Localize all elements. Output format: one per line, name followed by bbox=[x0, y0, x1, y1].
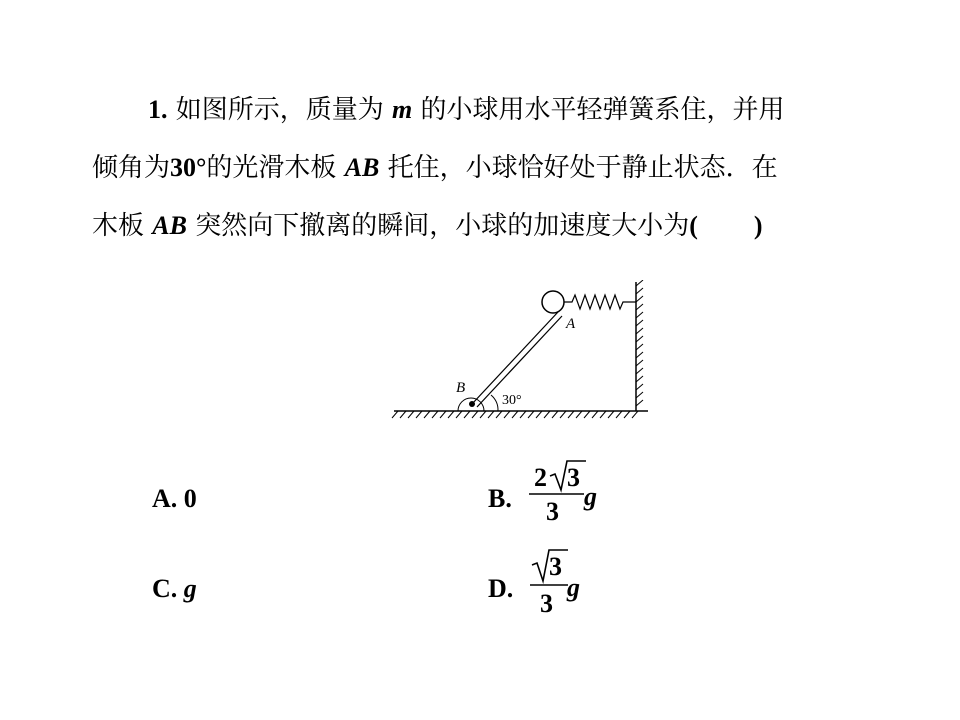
answer-paren-close: ) bbox=[753, 211, 763, 240]
option-a[interactable] bbox=[152, 484, 197, 514]
angle-arc bbox=[491, 395, 498, 411]
ground-hatch-mark bbox=[560, 411, 566, 418]
ground-hatch-mark bbox=[392, 411, 398, 418]
option-b-denominator: 3 bbox=[546, 497, 559, 526]
option-b-g: g bbox=[584, 482, 597, 511]
hinge-b bbox=[469, 401, 475, 407]
wall-hatch-mark bbox=[636, 280, 643, 286]
option-d-fraction bbox=[526, 541, 596, 619]
label-b: B bbox=[456, 380, 466, 396]
answer-paren-open: ( bbox=[689, 211, 698, 240]
wall-hatch-mark bbox=[636, 352, 643, 358]
wall-hatch-mark bbox=[636, 400, 643, 406]
question-text-1a: 如图所示，质量为 bbox=[175, 95, 384, 125]
ground-hatch-mark bbox=[432, 411, 438, 418]
ground-hatch-mark bbox=[496, 411, 502, 418]
option-c-label: C. bbox=[152, 574, 178, 603]
question-line-2 bbox=[92, 153, 778, 183]
option-b-label: B. bbox=[488, 484, 512, 513]
wall-hatch bbox=[636, 280, 643, 406]
option-d-label: D. bbox=[488, 574, 514, 603]
question-text-2b: 的光滑木板 bbox=[206, 153, 337, 183]
ground-hatch-mark bbox=[464, 411, 470, 418]
ground-hatch-mark bbox=[448, 411, 454, 418]
option-c[interactable] bbox=[152, 574, 197, 604]
wall-hatch-mark bbox=[636, 320, 643, 326]
ground-hatch-mark bbox=[400, 411, 406, 418]
ground-hatch-mark bbox=[504, 411, 510, 418]
question-text-1b: 的小球用水平轻弹簧系住，并用 bbox=[420, 95, 785, 125]
option-b-coef: 2 bbox=[534, 463, 547, 492]
wall-hatch-mark bbox=[636, 296, 643, 302]
question-text-3b: 突然向下撤离的瞬间，小球的加速度大小为 bbox=[195, 211, 690, 241]
wall-hatch-mark bbox=[636, 360, 643, 366]
angle-label: 30° bbox=[502, 393, 522, 408]
wall-hatch-mark bbox=[636, 288, 643, 294]
ground-hatch-mark bbox=[584, 411, 590, 418]
ground-hatch-mark bbox=[600, 411, 606, 418]
option-d-radicand: 3 bbox=[549, 552, 562, 581]
wall-hatch-mark bbox=[636, 384, 643, 390]
question-number: 1. bbox=[148, 95, 168, 124]
option-b-label-wrap[interactable] bbox=[488, 484, 512, 514]
ground-hatch bbox=[392, 411, 638, 418]
question-line-1 bbox=[92, 95, 785, 125]
ground-hatch-mark bbox=[416, 411, 422, 418]
wall-hatch-mark bbox=[636, 336, 643, 342]
ground-hatch-mark bbox=[552, 411, 558, 418]
ground-hatch-mark bbox=[536, 411, 542, 418]
ground-hatch-mark bbox=[424, 411, 430, 418]
ground-hatch-mark bbox=[544, 411, 550, 418]
option-a-value: 0 bbox=[183, 484, 197, 513]
ground-hatch-mark bbox=[472, 411, 478, 418]
wall-hatch-mark bbox=[636, 376, 643, 382]
ball bbox=[542, 291, 564, 313]
option-a-label: A. bbox=[152, 484, 178, 513]
option-b-radicand: 3 bbox=[567, 463, 580, 492]
wall-hatch-mark bbox=[636, 344, 643, 350]
wall-hatch-mark bbox=[636, 312, 643, 318]
question-text-2a: 倾角为 bbox=[92, 153, 171, 183]
spring bbox=[564, 295, 636, 309]
ground-hatch-mark bbox=[568, 411, 574, 418]
option-d-denominator: 3 bbox=[540, 589, 553, 618]
ground-hatch-mark bbox=[488, 411, 494, 418]
ground-hatch-mark bbox=[520, 411, 526, 418]
ground-hatch-mark bbox=[616, 411, 622, 418]
label-a: A bbox=[566, 316, 576, 332]
board-label-2: AB bbox=[152, 211, 187, 240]
wall-hatch-mark bbox=[636, 368, 643, 374]
ground-hatch-mark bbox=[624, 411, 630, 418]
question-text-2c: 托住，小球恰好处于静止状态．在 bbox=[387, 153, 778, 183]
ground-hatch-mark bbox=[480, 411, 486, 418]
ground-hatch-mark bbox=[528, 411, 534, 418]
option-d-g: g bbox=[567, 573, 580, 602]
wall-hatch-mark bbox=[636, 392, 643, 398]
question-line-3 bbox=[92, 211, 763, 241]
ground-hatch-mark bbox=[512, 411, 518, 418]
mass-symbol: m bbox=[392, 95, 413, 124]
ground-hatch-mark bbox=[632, 411, 638, 418]
physics-figure bbox=[390, 280, 654, 426]
board-edge-1 bbox=[472, 312, 558, 404]
option-c-value: g bbox=[183, 574, 197, 603]
wall-hatch-mark bbox=[636, 304, 643, 310]
angle-value: 30° bbox=[170, 153, 207, 182]
wall-hatch-mark bbox=[636, 328, 643, 334]
ground-hatch-mark bbox=[408, 411, 414, 418]
question-text-3a: 木板 bbox=[92, 211, 145, 241]
ground-hatch-mark bbox=[576, 411, 582, 418]
ground-hatch-mark bbox=[456, 411, 462, 418]
ground-hatch-mark bbox=[592, 411, 598, 418]
ground-hatch-mark bbox=[440, 411, 446, 418]
ground-hatch-mark bbox=[608, 411, 614, 418]
option-d-label-wrap[interactable] bbox=[488, 574, 513, 604]
board-label: AB bbox=[344, 153, 380, 182]
option-b-fraction bbox=[526, 456, 612, 526]
